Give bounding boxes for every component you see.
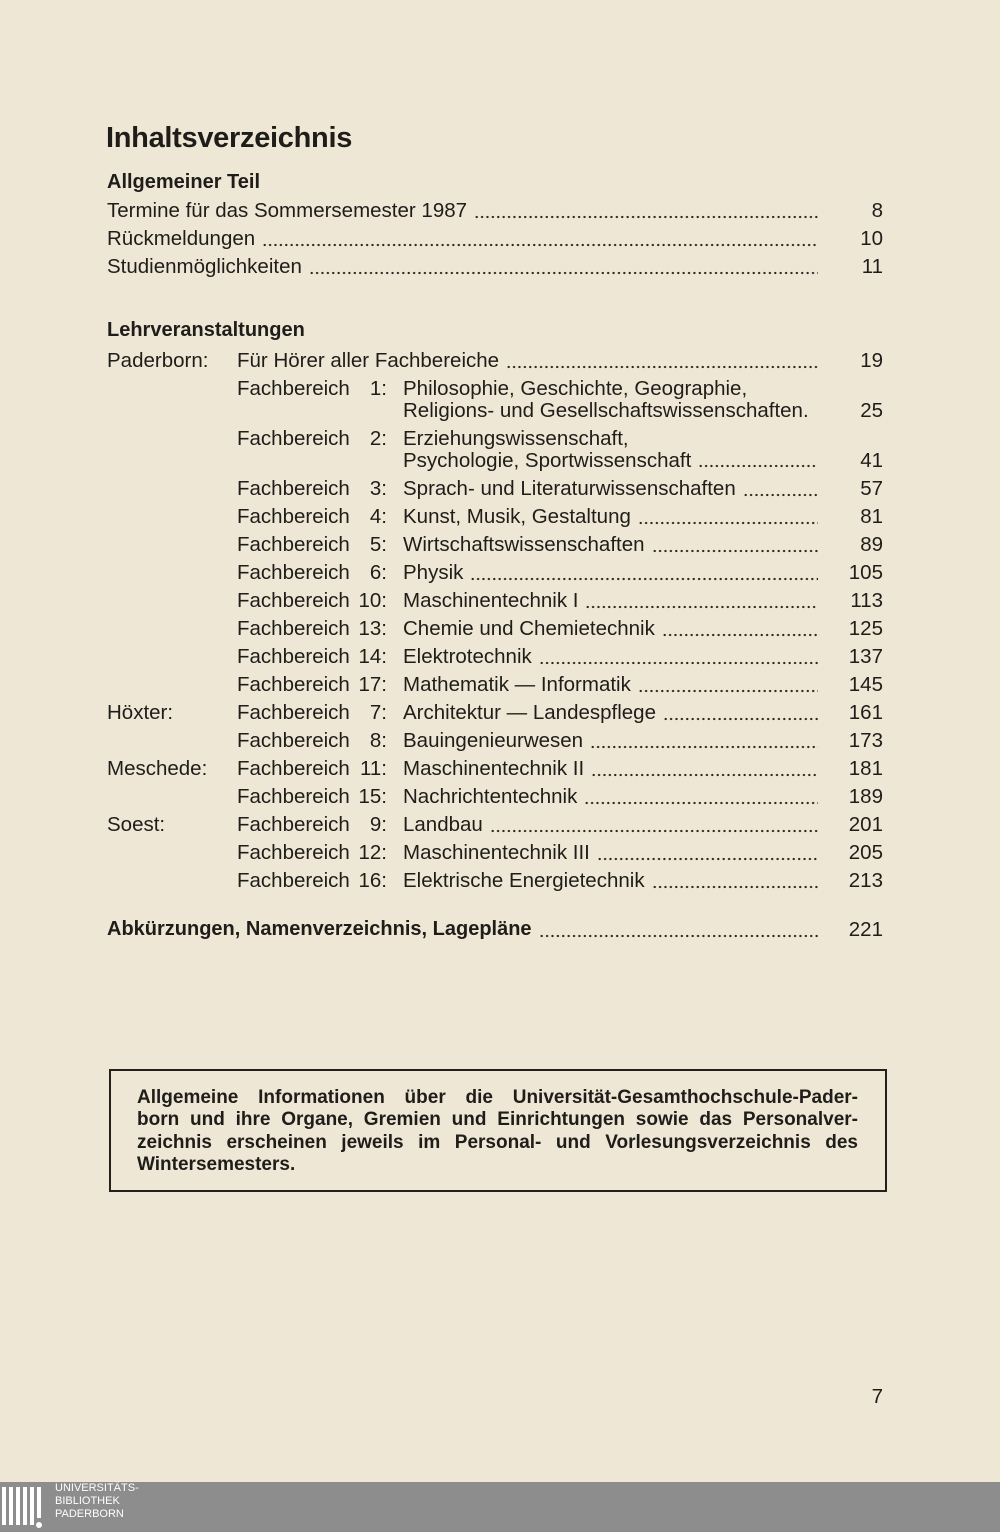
toc-entry-line (403, 478, 818, 500)
department-label: Fachbereich (237, 813, 350, 836)
toc-entry (107, 228, 818, 250)
toc-entry-line (403, 378, 818, 400)
subject-text: Psychologie, Sportwissenschaft (403, 448, 692, 472)
toc-entry (403, 870, 818, 892)
toc-row (0, 562, 1000, 584)
page-reference: 105 (848, 561, 883, 584)
page-reference: 173 (848, 729, 883, 752)
notice-box (109, 1069, 887, 1192)
department-number: 10: (358, 589, 387, 612)
toc-entry (403, 590, 818, 612)
subject-text: Maschinentechnik I (403, 589, 579, 612)
dot-leader (652, 534, 818, 556)
dot-leader (585, 590, 818, 612)
subject-text: Elektrotechnik (403, 645, 532, 668)
toc-entry-line (107, 200, 818, 222)
department-label: Fachbereich (237, 869, 350, 892)
department-label: Fachbereich (237, 757, 350, 780)
subject-text: Philosophie, Geschichte, Geographie, (403, 377, 748, 400)
dot-leader (262, 228, 818, 250)
page-reference: 137 (848, 645, 883, 668)
toc-entry-line (403, 702, 818, 724)
department-label: Fachbereich (237, 377, 350, 400)
subject-text: Architektur — Landespflege (403, 701, 656, 724)
subject-text: Landbau (403, 813, 483, 836)
department-number: 1: (369, 377, 387, 400)
subject-text: Maschinentechnik III (403, 841, 590, 864)
toc-entry (403, 702, 818, 724)
page-reference: 221 (848, 918, 883, 941)
dot-leader (663, 702, 818, 724)
toc-entry (403, 758, 818, 780)
department-label: Fachbereich (237, 533, 350, 556)
toc-entry-line (403, 758, 818, 780)
subject-text: Religions- und Gesellschaftswissenschaften. (403, 398, 809, 422)
toc-entry-line (107, 256, 818, 278)
dot-leader (638, 506, 818, 528)
page-reference: 113 (850, 589, 883, 612)
dot-leader (490, 814, 818, 836)
toc-entry-line (403, 400, 818, 422)
dot-leader (652, 870, 818, 892)
dot-leader (584, 786, 818, 808)
page-reference: 181 (848, 757, 883, 780)
dot-leader (470, 562, 818, 584)
department-number: 5: (369, 533, 387, 556)
toc-entry (403, 562, 818, 584)
toc-entry (107, 200, 818, 222)
page-title: Inhaltsverzeichnis (106, 122, 353, 154)
toc-row (0, 842, 1000, 864)
toc-entry (107, 256, 818, 278)
page-number-row (0, 1386, 1000, 1408)
toc-row-appendix (0, 919, 1000, 941)
subject-text: Sprach- und Literaturwissenschaften (403, 477, 736, 500)
department-number: 8: (369, 729, 387, 752)
page-reference: 11 (861, 255, 883, 278)
toc-entry-label: Studienmöglichkeiten (107, 255, 302, 278)
toc-row (0, 590, 1000, 612)
toc-entry-line (107, 919, 818, 941)
toc-entry (403, 842, 818, 864)
page-reference: 19 (860, 349, 883, 372)
dot-leader (662, 618, 818, 640)
toc-entry (403, 646, 818, 668)
library-footer-band (0, 1482, 1000, 1532)
dot-leader (474, 200, 818, 222)
toc-row (0, 200, 1000, 222)
department-number: 11: (360, 757, 387, 780)
department-number: 16: (358, 869, 387, 892)
toc-entry-line (403, 646, 818, 668)
toc-row (0, 674, 1000, 696)
toc-row (0, 534, 1000, 556)
toc-row (0, 427, 1000, 472)
subject-text: Für Hörer aller Fachbereiche (237, 349, 500, 372)
department-label: Fachbereich (237, 561, 350, 584)
subject-text: Maschinentechnik II (403, 757, 585, 780)
subject-text: Elektrische Energietechnik (403, 869, 645, 892)
toc-entry-line (403, 428, 818, 450)
page-reference: 8 (871, 199, 883, 222)
toc-row (0, 786, 1000, 808)
page-reference: 145 (848, 673, 883, 696)
toc-entry-label: Termine für das Sommersemester 1987 (107, 199, 468, 222)
notice-line: Wintersemesters. (137, 1153, 296, 1175)
subject-text: Kunst, Musik, Gestaltung (403, 505, 631, 528)
toc-entry-line (403, 674, 818, 696)
toc-entry-line (107, 228, 818, 250)
toc-row (0, 646, 1000, 668)
toc-entry-line (237, 350, 818, 372)
dot-leader (591, 758, 818, 780)
library-name-line: BIBLIOTHEK (55, 1495, 120, 1507)
notice-line: Allgemeine Informationen über die Universität-Gesamthochschule-Pader- (137, 1087, 858, 1108)
dot-leader (539, 919, 818, 941)
toc-entry-line (403, 814, 818, 836)
notice-line: zeichnis erscheinen jeweils im Personal- und Vorlesungsverzeichnis des (137, 1131, 858, 1153)
toc-entry (237, 350, 818, 372)
location-label: Höxter: (107, 701, 174, 724)
page-reference: 57 (860, 477, 883, 500)
toc-entry (107, 919, 818, 941)
department-number: 7: (369, 701, 387, 724)
toc-row (0, 377, 1000, 422)
department-label: Fachbereich (237, 617, 350, 640)
toc-entry (403, 814, 818, 836)
toc-entry-line (403, 562, 818, 584)
subject-text: Chemie und Chemietechnik (403, 617, 655, 640)
toc-entry (403, 786, 818, 808)
dot-leader (590, 730, 818, 752)
library-name-line: UNIVERSITÄTS- (55, 1482, 139, 1494)
toc-entry-line (403, 730, 818, 752)
toc-row (0, 758, 1000, 780)
subject-text: Bauingenieurwesen (403, 729, 584, 752)
location-label: Soest: (107, 813, 166, 836)
page-reference: 10 (860, 227, 883, 250)
notice-line: born und ihre Organe, Gremien und Einrichtungen sowie das Personalver- (137, 1109, 858, 1131)
toc-entry-line (403, 534, 818, 556)
dot-leader (539, 646, 818, 668)
toc-entry (403, 428, 818, 471)
department-label: Fachbereich (237, 589, 350, 612)
subject-text: Physik (403, 561, 464, 584)
location-label: Meschede: (107, 757, 208, 780)
department-label: Fachbereich (237, 673, 350, 696)
toc-entry-line (403, 786, 818, 808)
toc-entry (403, 534, 818, 556)
page-reference: 89 (860, 533, 883, 556)
department-label: Fachbereich (237, 505, 350, 528)
department-number: 14: (358, 645, 387, 668)
toc-entry-line (403, 842, 818, 864)
department-label: Fachbereich (237, 427, 350, 450)
department-label: Fachbereich (237, 841, 350, 864)
library-name-line: PADERBORN (55, 1508, 124, 1520)
department-label: Fachbereich (237, 785, 350, 808)
dot-leader (638, 674, 818, 696)
library-name (55, 1482, 139, 1521)
department-number: 3: (369, 477, 387, 500)
toc-row (0, 814, 1000, 836)
dot-leader (506, 350, 818, 372)
department-label: Fachbereich (237, 701, 350, 724)
subject-text: Wirtschaftswissenschaften (403, 533, 645, 556)
dot-leader (698, 450, 818, 472)
department-label: Fachbereich (237, 645, 350, 668)
section-heading-general: Allgemeiner Teil (107, 171, 261, 193)
page-reference: 25 (860, 398, 883, 422)
toc-entry-line (403, 590, 818, 612)
toc-entry (403, 674, 818, 696)
toc-entry-line (403, 506, 818, 528)
toc-row (0, 350, 1000, 372)
department-number: 2: (369, 427, 387, 450)
toc-entry (403, 378, 818, 421)
toc-entry (403, 730, 818, 752)
department-number: 4: (369, 505, 387, 528)
department-number: 13: (358, 617, 387, 640)
department-number: 6: (369, 561, 387, 584)
dot-leader (743, 478, 818, 500)
page-reference: 161 (848, 701, 883, 724)
department-number: 12: (358, 841, 387, 864)
toc-row (0, 506, 1000, 528)
library-bars-icon (0, 1482, 48, 1532)
toc-row (0, 730, 1000, 752)
department-label: Fachbereich (237, 729, 350, 752)
page-reference: 201 (848, 813, 883, 836)
dot-leader (309, 256, 818, 278)
page-number: 7 (871, 1385, 883, 1408)
page-reference: 81 (860, 505, 883, 528)
toc-row (0, 702, 1000, 724)
department-label: Fachbereich (237, 477, 350, 500)
department-number: 9: (369, 813, 387, 836)
toc-row (0, 618, 1000, 640)
appendix-label: Abkürzungen, Namenverzeichnis, Lagepläne (107, 918, 532, 940)
page-reference: 213 (848, 869, 883, 892)
dot-leader (597, 842, 818, 864)
toc-entry (403, 506, 818, 528)
toc-entry-line (403, 870, 818, 892)
page-reference: 41 (860, 448, 883, 472)
toc-row (0, 870, 1000, 892)
toc-entry-label: Rückmeldungen (107, 227, 256, 250)
section-heading-courses: Lehrveranstaltungen (107, 319, 305, 341)
toc-entry (403, 618, 818, 640)
subject-text: Mathematik — Informatik (403, 673, 631, 696)
subject-text: Erziehungswissenschaft, (403, 427, 629, 450)
location-label: Paderborn: (107, 349, 209, 372)
toc-entry-line (403, 618, 818, 640)
page-reference: 205 (848, 841, 883, 864)
toc-entry (403, 478, 818, 500)
page-reference: 189 (848, 785, 883, 808)
toc-row (0, 228, 1000, 250)
toc-row (0, 478, 1000, 500)
toc-row (0, 256, 1000, 278)
department-number: 15: (358, 785, 387, 808)
subject-text: Nachrichtentechnik (403, 785, 578, 808)
page-reference: 125 (848, 617, 883, 640)
department-number: 17: (358, 673, 387, 696)
toc-entry-line (403, 450, 818, 472)
